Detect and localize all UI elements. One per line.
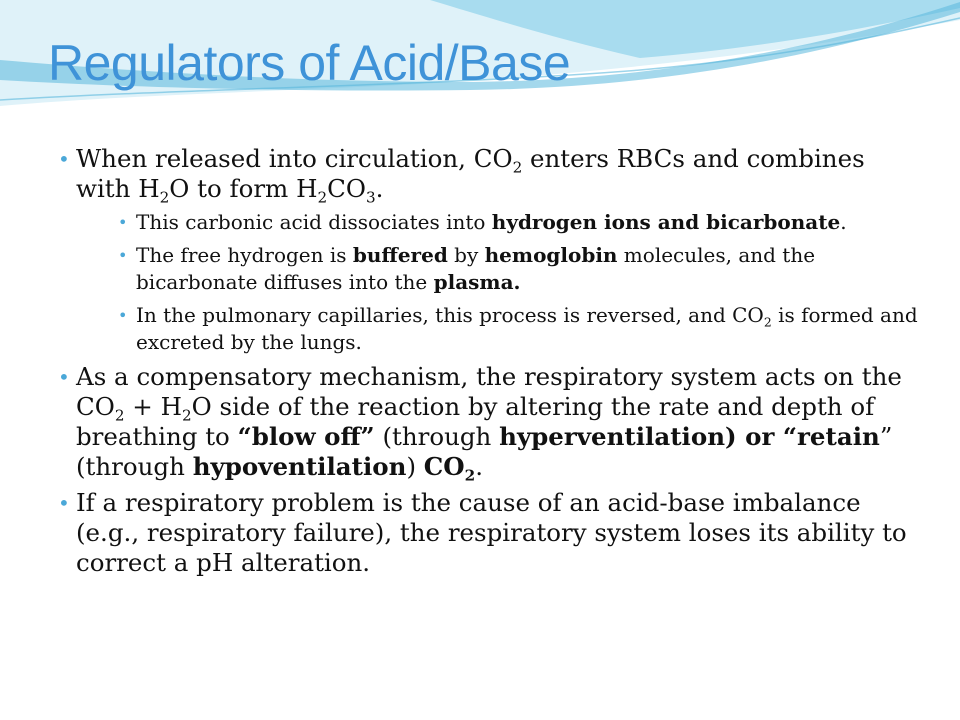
bullet-marker: • bbox=[58, 365, 70, 389]
subscript: 2 bbox=[763, 314, 772, 330]
sub-bullet-marker: • bbox=[118, 213, 128, 232]
subscript: 2 bbox=[114, 406, 125, 425]
text: In the pulmonary capillaries, this process is reversed, and CO bbox=[136, 303, 764, 327]
bold-text: hemoglobin bbox=[484, 243, 618, 267]
text: + H bbox=[124, 392, 182, 421]
slide-body bbox=[58, 144, 918, 584]
text: If a respiratory problem is the cause of an acid-base imbalance (e.g., respiratory failure), the respiratory system loses its ability to correct a pH alteration. bbox=[76, 488, 907, 577]
text: This carbonic acid dissociates into bbox=[136, 210, 492, 234]
slide-title: Regulators of Acid/Base bbox=[48, 35, 571, 91]
bullet-marker: • bbox=[58, 147, 70, 171]
subscript: 3 bbox=[365, 188, 376, 207]
bullet-marker: • bbox=[58, 491, 70, 515]
bullet-compensatory-mechanism bbox=[58, 362, 918, 485]
subscript: 2 bbox=[159, 188, 170, 207]
text: ” (through bbox=[76, 422, 893, 481]
subscript: 2 bbox=[512, 158, 523, 177]
bullet-co2-circulation bbox=[58, 144, 918, 356]
bullet-respiratory-problem bbox=[58, 488, 918, 578]
text: O to form H bbox=[169, 174, 318, 203]
text: by bbox=[447, 243, 485, 267]
text: enters RBCs and combines with H bbox=[76, 144, 865, 203]
text: is formed and excreted by the lungs. bbox=[136, 303, 918, 354]
subscript: 2 bbox=[317, 188, 328, 207]
bold-text: hypoventilation bbox=[192, 452, 407, 481]
text: When released into circulation, CO bbox=[76, 144, 513, 173]
text: O side of the reaction by altering the rate and depth of breathing to bbox=[76, 392, 875, 451]
text: . bbox=[840, 210, 847, 234]
bold-text: CO bbox=[423, 452, 465, 481]
sub-bullet-free-hydrogen bbox=[118, 242, 918, 296]
bold-text: plasma. bbox=[433, 270, 521, 294]
text: CO bbox=[327, 174, 366, 203]
text: molecules, and the bicarbonate diffuses into the bbox=[136, 243, 816, 294]
bold-text: “blow off” bbox=[237, 422, 375, 451]
sub-bullet-pulmonary-capillaries bbox=[118, 302, 918, 356]
sub-bullet-carbonic-acid bbox=[118, 209, 918, 236]
text: . bbox=[375, 174, 384, 203]
subscript: 2 bbox=[464, 466, 476, 485]
text: The free hydrogen is bbox=[136, 243, 353, 267]
sub-bullet-marker: • bbox=[118, 246, 128, 265]
text: ) bbox=[406, 452, 424, 481]
text: . bbox=[475, 452, 484, 481]
text: As a compensatory mechanism, the respiratory system acts on the CO bbox=[76, 362, 902, 421]
sub-bullet-marker: • bbox=[118, 306, 128, 325]
bold-text: hyperventilation) or “retain bbox=[499, 422, 880, 451]
bold-text: hydrogen ions and bicarbonate bbox=[491, 210, 841, 234]
subscript: 2 bbox=[182, 406, 192, 425]
bold-text: buffered bbox=[352, 243, 448, 267]
text: (through bbox=[374, 422, 500, 451]
